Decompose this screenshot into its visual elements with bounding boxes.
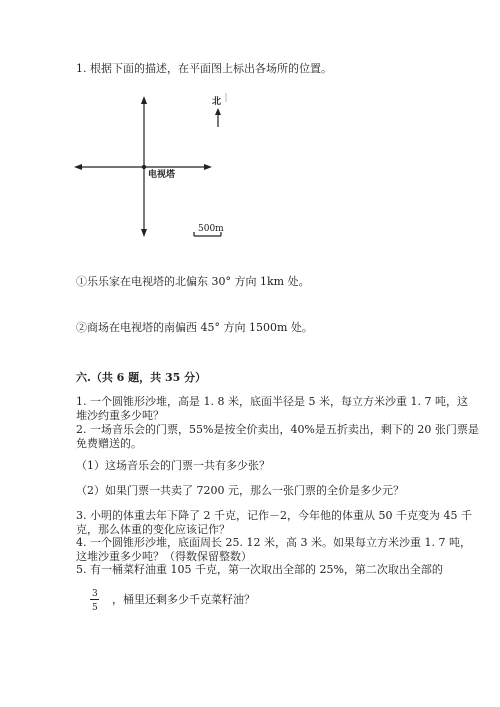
north-axis-arrowhead bbox=[141, 96, 147, 104]
p4-line-1: 4. 一个圆锥形沙堆，底面周长 25. 12 米，高 3 米。如果每立方米沙重 1. 7 吨， bbox=[76, 536, 471, 549]
q1-title: 1. 根据下面的描述，在平面图上标出各场所的位置。 bbox=[76, 62, 332, 75]
p5-line-1: 5. 有一桶菜籽油重 105 千克，第一次取出全部的 25%，第二次取出全部的 bbox=[76, 563, 443, 576]
p1-line-1: 1. 一个圆锥形沙堆，高是 1. 8 米，底面半径是 5 米，每立方米沙重 1. 7 吨，这 bbox=[76, 395, 468, 408]
p2-sub-1: （1）这场音乐会的门票一共有多少张？ bbox=[76, 459, 270, 472]
scale-label: 500m bbox=[198, 224, 224, 234]
north-arrow-icon bbox=[215, 108, 221, 115]
p1-line-2: 堆沙约重多少吨？ bbox=[76, 409, 164, 422]
fraction-numerator: 3 bbox=[92, 589, 98, 599]
tv-tower-label: 电视塔 bbox=[148, 170, 176, 180]
south-axis-arrowhead bbox=[141, 229, 147, 237]
p2-sub-2: （2）如果门票一共卖了 7200 元，那么一张门票的全价是多少元？ bbox=[76, 484, 404, 497]
fraction-bar bbox=[90, 599, 99, 600]
section-heading: 六.（共 6 题，共 35 分） bbox=[76, 371, 207, 384]
fraction-denominator: 5 bbox=[92, 603, 98, 613]
p3-line-1: 3. 小明的体重去年下降了 2 千克，记作－2，今年他的体重从 50 千克变为 45 千 bbox=[76, 509, 472, 522]
p2-line-1: 2. 一场音乐会的门票，55%是按全价卖出，40%是五折卖出，剩下的 20 张门票是 bbox=[76, 423, 479, 436]
q1-item-1: ①乐乐家在电视塔的北偏东 30° 方向 1km 处。 bbox=[76, 275, 310, 288]
p3-line-2: 克，那么体重的变化应该记作？ bbox=[76, 523, 230, 536]
center-point bbox=[142, 165, 146, 169]
p4-line-2: 这堆沙重多少吨？（得数保留整数） bbox=[76, 550, 252, 563]
north-label: 北 bbox=[212, 97, 222, 107]
east-arrowhead bbox=[204, 164, 212, 170]
q1-item-2: ②商场在电视塔的南偏西 45° 方向 1500m 处。 bbox=[76, 321, 313, 334]
west-arrowhead bbox=[74, 164, 82, 170]
p2-line-2: 免费赠送的。 bbox=[76, 437, 142, 450]
p5-line-2: ，桶里还剩多少千克菜籽油？ bbox=[112, 593, 255, 606]
